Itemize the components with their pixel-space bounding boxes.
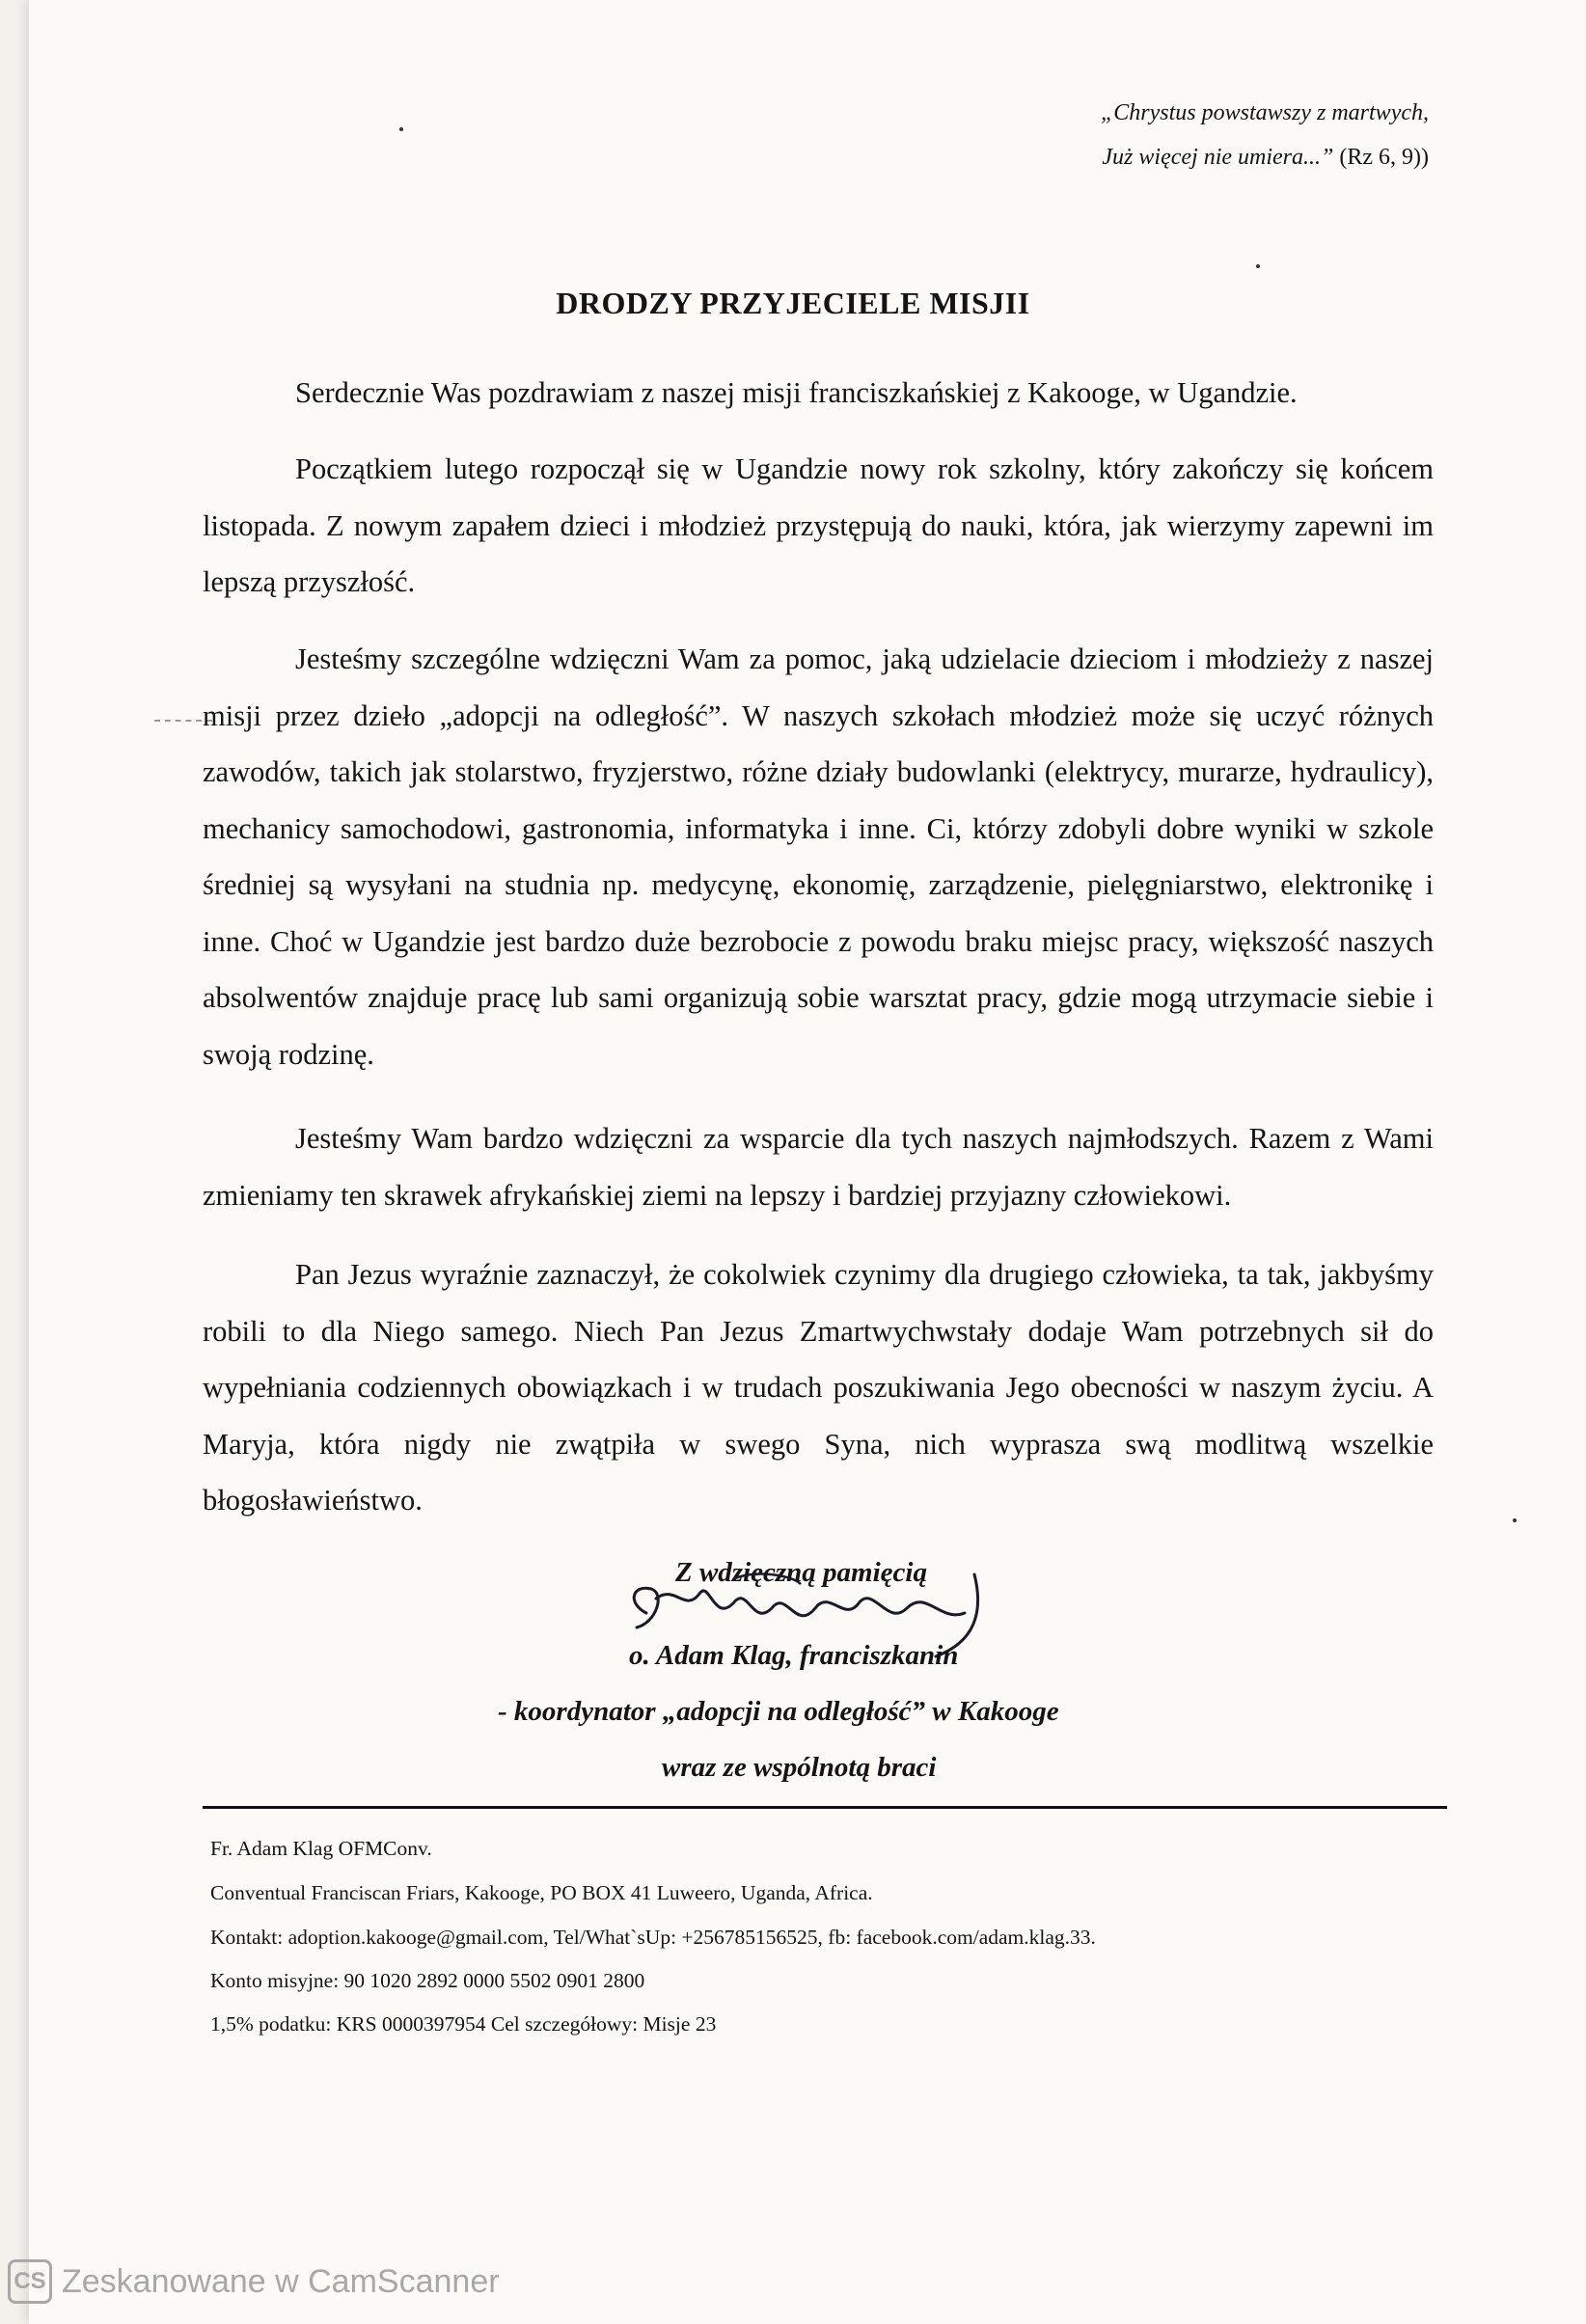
bible-motto [1101,91,1429,179]
paragraph-school-year: Początkiem lutego rozpoczął się w Ugandzie nowy rok szkolny, który zakończy się końcem listopada. Z nowym zapałem dzieci i młodzież przystępują do nauki, która, jak wierzymy zapewni im lepszą przyszłość. [203,452,1434,598]
paragraph-blessing: Pan Jezus wyraźnie zaznaczył, że cokolwiek czynimy dla drugiego człowieka, ta tak, jakbyśmy robili to dla Niego samego. Niech Pan Jezus Zmartwychwstały dodaje Wam potrzebnych sił do wypełniania codziennych obowiązkach i w trudach poszukiwania Jego obecności w naszym życiu. A Maryja, która nigdy nie zwątpiła w swego Syna, nich wyprasza swą modlitwą wszelkie błogosławieństwo. [203,1258,1434,1517]
closing-greeting: Z wdzięczną pamięcią [675,1557,927,1588]
closing-signer: o. Adam Klag, franciszkanin [629,1640,959,1671]
scan-speck [1513,1518,1517,1522]
paragraph-gratitude: Jesteśmy Wam bardzo wdzięczni za wsparcie dla tych naszych najmłodszych. Razem z Wami zmieniamy ten skrawek afrykańskiej ziemi na lepszy i bardziej przyjazny człowiekowi. [203,1122,1434,1212]
camscanner-logo-icon: CS [8,2259,52,2304]
camscanner-text: Zeskanowane w CamScanner [62,2262,500,2300]
closing-community: wraz ze wspólnotą braci [662,1752,937,1783]
motto-reference: (Rz 6, 9)) [1339,145,1429,170]
scan-speck [1256,264,1260,268]
footer-account: Konto misyjne: 90 1020 2892 0000 5502 0901 2800 [210,1969,645,1992]
footer-divider [203,1806,1447,1809]
footer-contact: Kontakt: adoption.kakooge@gmail.com, Tel/What`sUp: +256785156525, fb: facebook.com/adam.klag.33. [210,1926,1096,1949]
motto-line-2: Już więcej nie umiera...” [1102,145,1334,170]
footer-address: Conventual Franciscan Friars, Kakooge, PO BOX 41 Luweero, Uganda, Africa. [210,1881,873,1904]
closing-role: - koordynator „adopcji na odległość” w Kakooge [498,1696,1059,1727]
footer-name: Fr. Adam Klag OFMConv. [210,1837,432,1860]
paragraph-greeting: Serdecznie Was pozdrawiam z naszej misji franciszkańskiej z Kakooge, w Ugandzie. [295,376,1298,409]
motto-line-1: „Chrystus powstawszy z martwych, [1100,100,1429,125]
letter-title: DRODZY PRZYJECIELE MISJII [556,286,1030,320]
camscanner-watermark [8,2259,500,2304]
paragraph-adoption: Jesteśmy szczególne wdzięczni Wam za pomoc, jaką udzielacie dzieciom i młodzieży z naszej misji przez dzieło „adopcji na odległość”. W naszych szkołach młodzież może się uczyć różnych zawodów, takich jak stolarstwo, fryzjerstwo, różne działy budowlanki (elektrycy, murarze, hydraulicy), mechanicy samochodowi, gastronomia, informatyka i inne. Ci, którzy zdobyli dobre wyniki w szkole średniej są wysyłani na studnia np. medycynę, ekonomię, zarządzenie, pielęgniarstwo, elektronikę i inne. Choć w Ugandzie jest bardzo duże bezrobocie z powodu braku miejsc pracy, większość naszych absolwentów znajduje pracę lub sami organizują sobie warsztat pracy, gdzie mogą utrzymacie siebie i swoją rodzinę. [203,643,1434,1071]
scan-speck [399,127,403,131]
footer-tax: 1,5% podatku: KRS 0000397954 Cel szczegółowy: Misje 23 [210,2012,717,2036]
